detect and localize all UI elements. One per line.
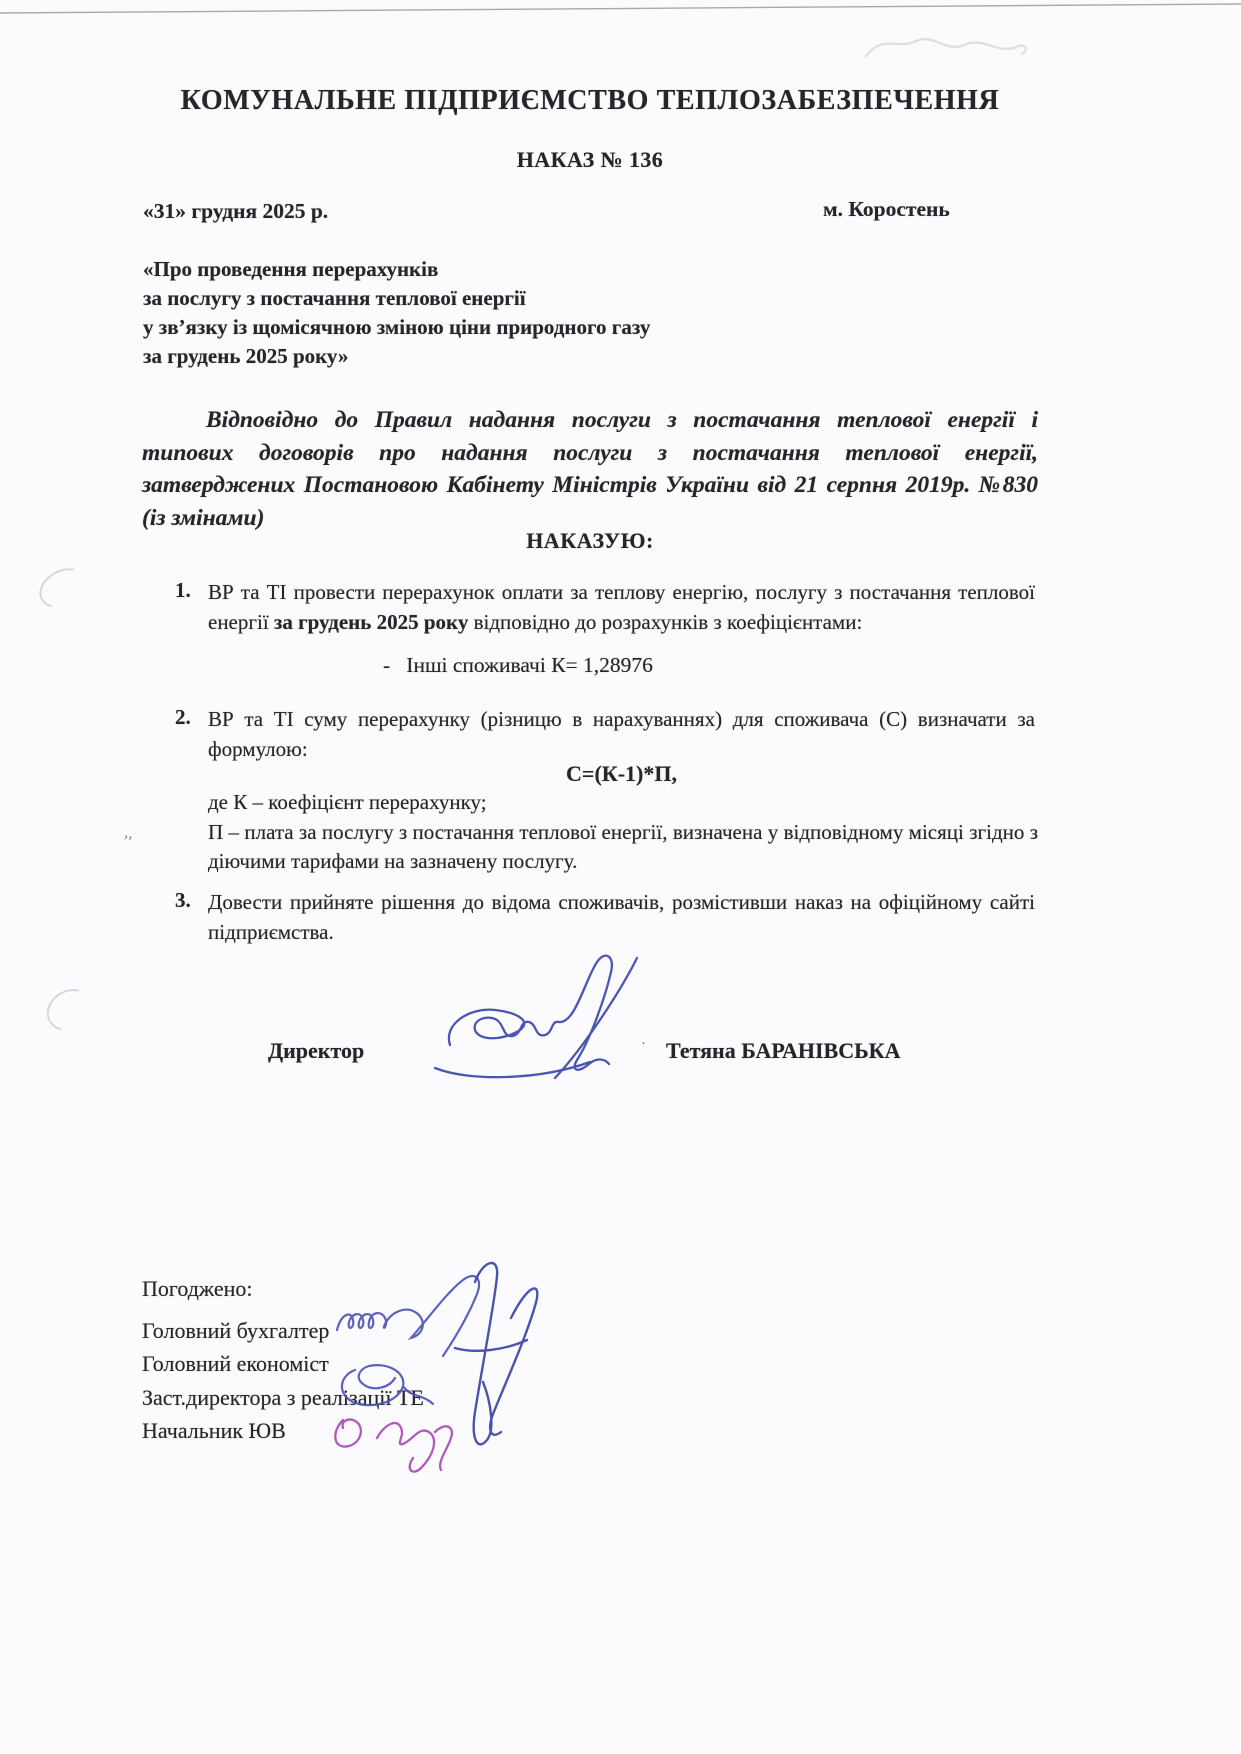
subject-line: «Про проведення перерахунків (143, 257, 439, 281)
item-text: Довести прийняте рішення до відома споживачів, розмістивши наказ на офіційному сайті підприємства. (208, 890, 1035, 944)
definition-line: П – плата за послугу з постачання теплової енергії, визначена у відповідному місяці згідно з діючими тарифами на зазначену послугу. (208, 820, 1038, 873)
preamble-paragraph: Відповідно до Правил надання послуги з постачання теплової енергії і типових договорів про надання послуги з постачання теплової енергії, затверджених Постановою Кабінету Міністрів України від 21 серпня 2019р. №830 (із змінами) (142, 407, 1038, 531)
order-city: м. Коростень (823, 197, 950, 221)
item-text (208, 578, 1035, 637)
director-name: Тетяна БАРАНІВСЬКА (666, 1038, 901, 1063)
order-date: «31» грудня 2025 р. (143, 199, 329, 223)
punch-hole-mark (39, 981, 100, 1039)
item-number: 2. (175, 705, 191, 729)
legal-head-signature (335, 1419, 452, 1471)
order-number-title: НАКАЗ № 136 (516, 147, 664, 172)
ink-speck: · (641, 1036, 646, 1052)
scan-edge-line (0, 0, 1241, 20)
item-text-bold-segment: за грудень 2025 року (273, 609, 469, 634)
approval-heading: Погоджено: (142, 1276, 253, 1301)
deputy-director-signature (455, 1263, 537, 1444)
company-title: КОМУНАЛЬНЕ ПІДПРИЄМСТВО ТЕПЛОЗАБЕЗПЕЧЕННЯ (180, 85, 1000, 116)
item-number: 3. (175, 888, 191, 912)
director-signature (425, 950, 675, 1095)
pencil-scribble-mark (858, 22, 1048, 72)
item-text-segment: ВР та ТІ провести перерахунок оплати за теплову енергію, послугу з постачання теплової енергії (208, 580, 1035, 634)
punch-hole-mark (32, 560, 93, 615)
approval-role-label: Заст.директора з реалізації ТЕ (142, 1385, 424, 1410)
subject-line: за грудень 2025 року» (143, 344, 349, 368)
formula-line: С=(К-1)*П, (566, 761, 677, 786)
approval-role-label: Головний економіст (142, 1351, 329, 1376)
coefficient-line: - Інші споживачі К= 1,28976 (383, 653, 653, 677)
approval-signatures (315, 1252, 595, 1487)
approval-role-label: Начальник ЮВ (142, 1418, 286, 1443)
subject-line: у зв’язку із щомісячною зміною ціни природного газу (143, 315, 651, 339)
approval-role-label: Головний бухгалтер (142, 1318, 330, 1343)
director-role-label: Директор (268, 1038, 365, 1063)
item-text: ВР та ТІ суму перерахунку (різницю в нарахуваннях) для споживача (С) визначати за формулою: (208, 707, 1035, 761)
item-text-segment: відповідно до розрахунків з коефіцієнтами: (468, 609, 863, 634)
subject-block (143, 255, 650, 371)
accountant-signature (337, 1276, 479, 1356)
definition-line: де К – коефіцієнт перерахунку; (208, 790, 487, 814)
order-heading: НАКАЗУЮ: (526, 528, 654, 553)
subject-line: за послугу з постачання теплової енергії (143, 286, 526, 310)
item-number: 1. (175, 578, 191, 602)
ink-speck: ’’ (120, 831, 135, 852)
